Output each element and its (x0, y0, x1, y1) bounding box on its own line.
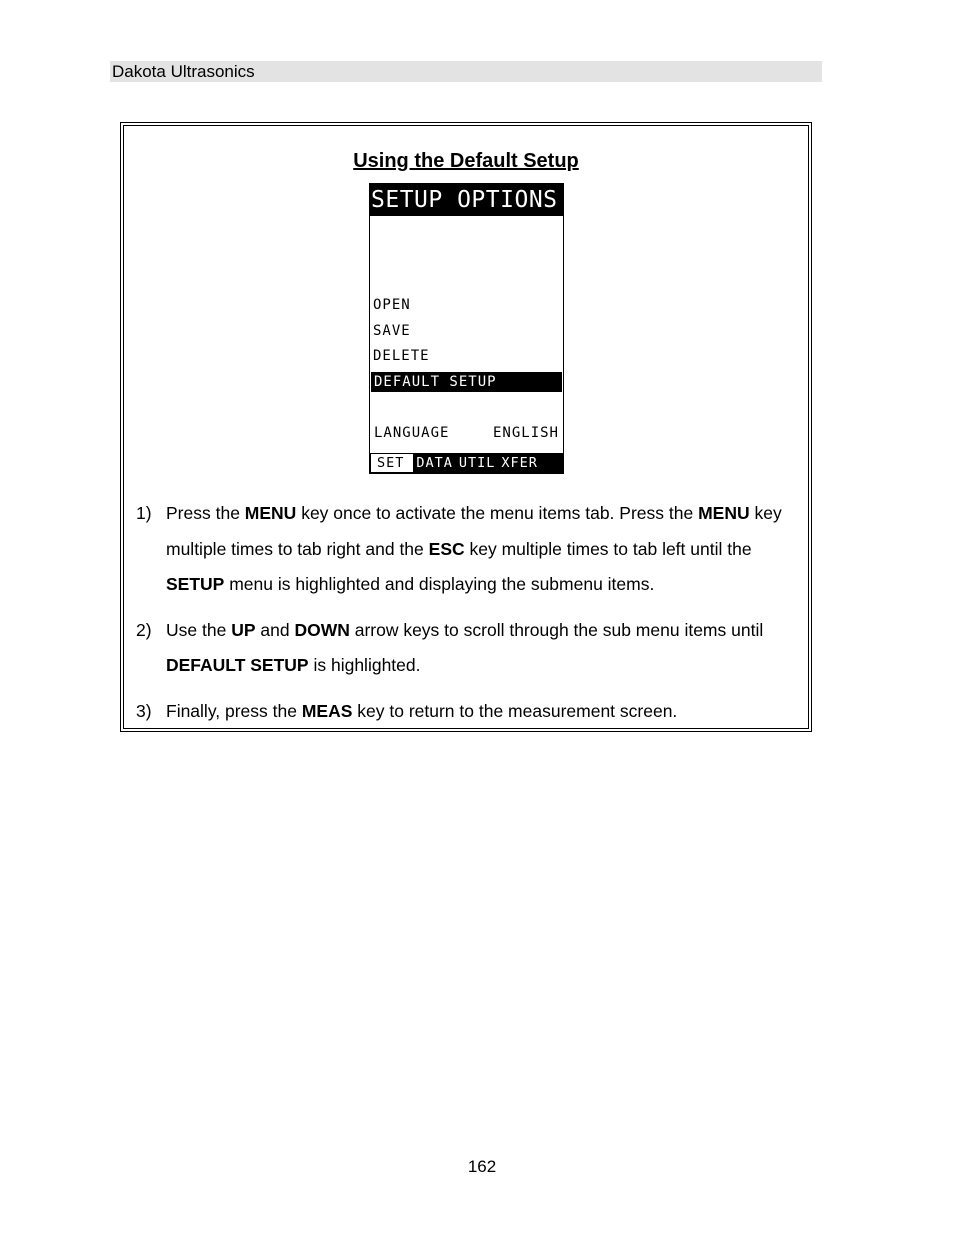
key-name: MENU (244, 503, 297, 523)
lcd-language-row (374, 423, 559, 443)
step-text: Finally, press the MEAS key to return to the measurement screen. (166, 700, 678, 721)
lcd-tab-xfer: XFER (501, 455, 538, 471)
step-item (136, 496, 798, 603)
lcd-item-delete: DELETE (373, 348, 430, 364)
lcd-item-open: OPEN (373, 297, 411, 313)
section-title: Using the Default Setup (353, 150, 579, 172)
lcd-language-value: ENGLISH (492, 425, 559, 441)
lcd-item-save: SAVE (373, 323, 411, 339)
lcd-screen (369, 183, 564, 474)
company-name: Dakota Ultrasonics (112, 62, 255, 81)
lcd-language-label: LANGUAGE (374, 425, 450, 441)
instruction-box (120, 122, 812, 732)
step-item (136, 694, 798, 730)
key-name: DOWN (294, 619, 350, 640)
lcd-title: SETUP OPTIONS (370, 184, 563, 216)
lcd-tab-util: UTIL (458, 455, 496, 471)
running-header (110, 61, 822, 82)
lcd-tab-set: SET (371, 454, 413, 472)
key-name: MEAS (301, 700, 353, 721)
key-name: ESC (428, 538, 465, 559)
key-name: UP (231, 619, 256, 640)
lcd-tab-data: DATA (416, 455, 453, 471)
step-number: 2) (136, 619, 152, 640)
key-name: SETUP (166, 574, 225, 594)
instruction-box-inner (123, 125, 809, 729)
step-text: Use the UP and DOWN arrow keys to scroll through the sub menu items until DEFAULT SETUP is highlighted. (166, 619, 764, 675)
key-name: MENU (698, 503, 750, 523)
page-number: 162 (467, 1157, 497, 1176)
step-item (136, 613, 798, 684)
step-number: 1) (136, 503, 152, 523)
lcd-item-default-setup: DEFAULT SETUP (371, 372, 562, 392)
step-list (136, 496, 798, 739)
step-number: 3) (136, 700, 152, 721)
lcd-tab-bar (370, 453, 563, 473)
key-name: DEFAULT SETUP (166, 655, 309, 675)
step-text: Press the MENU key once to activate the menu items tab. Press the MENU key multiple times to tab right and the ESC key multiple times to tab left until the SETUP menu is highlighted and displaying the submenu items. (166, 503, 782, 594)
